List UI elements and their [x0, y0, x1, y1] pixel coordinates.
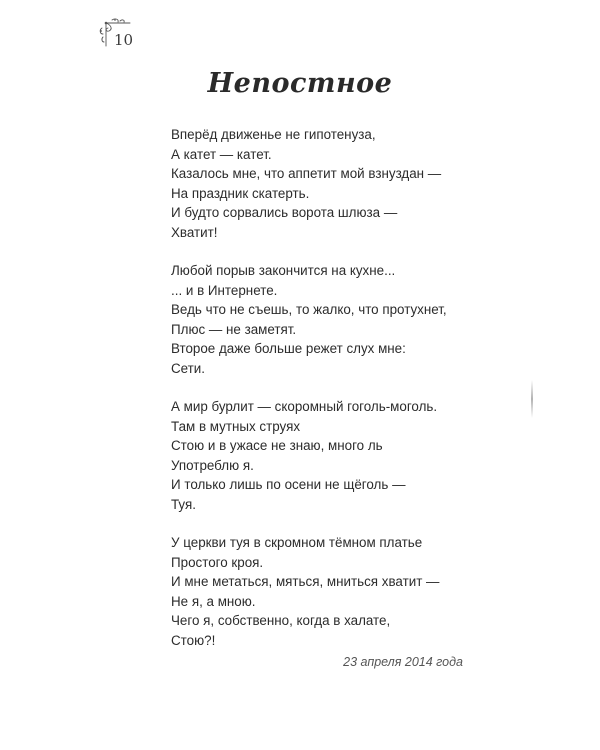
poem-line: У церкви туя в скромном тёмном платье: [171, 535, 423, 550]
poem-line: И мне метаться, мяться, мниться хватит —: [171, 574, 440, 589]
page-number: 10: [114, 31, 134, 49]
poem-line: Казалось мне, что аппетит мой взнуздан —: [171, 166, 442, 181]
stanza: [171, 125, 501, 242]
poem-line: А мир бурлит — скоромный гоголь-моголь.: [171, 399, 438, 414]
stanza: [171, 397, 501, 514]
poem-line: Вперёд движенье не гипотенуза,: [171, 127, 376, 142]
poem-line: И будто сорвались ворота шлюза —: [171, 205, 398, 220]
poem-line: Стою?!: [171, 632, 216, 648]
poem-title: Непостное: [207, 68, 393, 99]
poem-line: Сети.: [171, 360, 206, 376]
poem-line: А катет — катет.: [171, 146, 272, 162]
stanza: [171, 533, 501, 650]
poem-line: ... и в Интернете.: [171, 282, 278, 298]
poem-line: Второе даже больше режет слух мне:: [171, 341, 406, 356]
poem-line: Туя.: [171, 496, 196, 512]
poem-line: Там в мутных струях: [171, 418, 301, 434]
poem-line: Простого кроя.: [171, 554, 264, 570]
poem-line: Чего я, собственно, когда в халате,: [171, 613, 391, 628]
poem-line: Не я, а мною.: [171, 593, 256, 609]
poem-line: На праздник скатерть.: [171, 185, 310, 201]
page-edge-mark: [531, 380, 533, 418]
stanza: [171, 261, 501, 378]
poem-line: Любой порыв закончится на кухне...: [171, 263, 396, 278]
poem-line: Плюс — не заметят.: [171, 321, 297, 337]
poem-date: 23 апреля 2014 года: [343, 655, 463, 669]
poem-body: [171, 125, 501, 669]
poem-line: Стою и в ужасе не знаю, много ль: [171, 438, 383, 453]
poem-line: Употреблю я.: [171, 457, 254, 473]
poem-line: Ведь что не съешь, то жалко, что протухнет,: [171, 302, 447, 317]
poem-line: Хватит!: [171, 224, 218, 240]
poem-line: И только лишь по осени не щёголь —: [171, 477, 406, 492]
